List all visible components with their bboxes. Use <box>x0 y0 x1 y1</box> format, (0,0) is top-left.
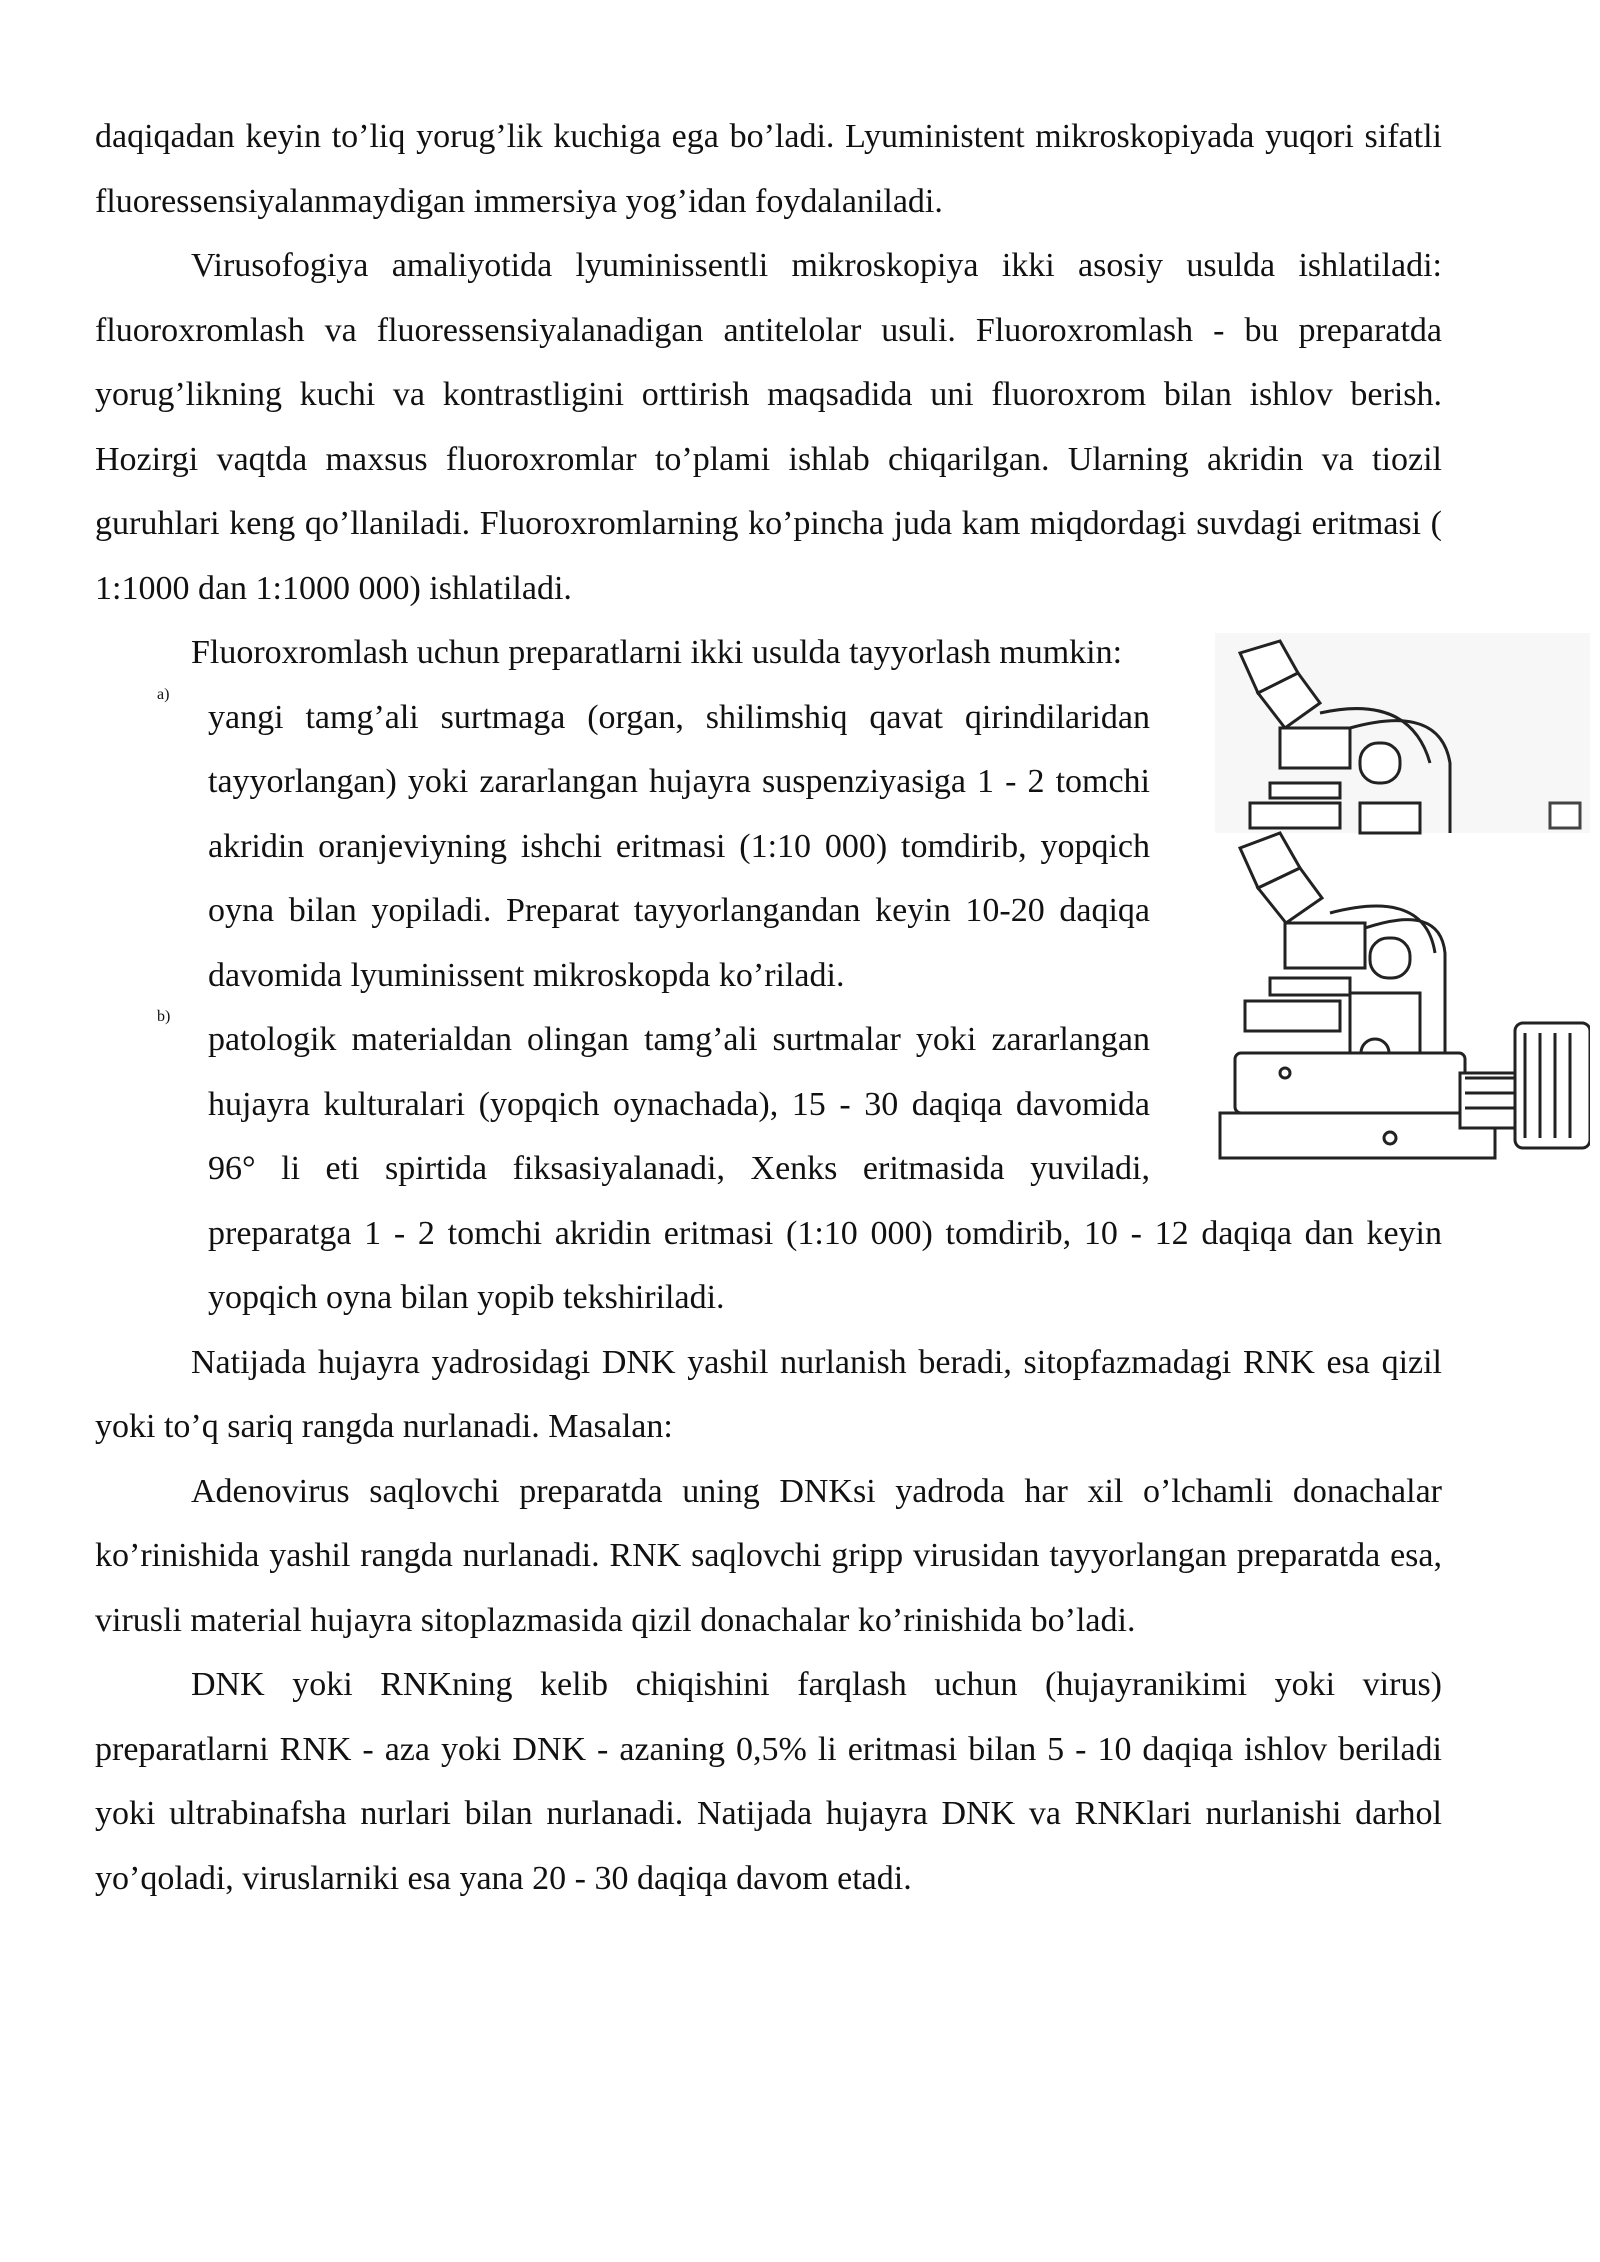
paragraph-3: Fluoroxromlash uchun preparatlarni ikki usulda tayyorlash mumkin: <box>191 634 1123 671</box>
list-marker: a) <box>157 685 170 703</box>
list-item-text: patologik materialdan olingan tamg’ali surtmalar yoki zararlangan hujayra kulturalari (yopqich oynachada), 15 - 30 daqiqa davomida 96° li eti spirtida fiksasiyalanadi, Xenks eritmasida yuviladi, preparatga 1 - 2 tomchi akridin eritmasi (1:10 000) tomdirib, 10 - 12 daqiqa dan keyin yopqich oyna bilan yopib tekshiriladi. <box>208 1021 1442 1316</box>
list-item-text: yangi tamg’ali surtmaga (organ, shilimshiq qavat qirindilaridan tayyorlangan) yoki zararlangan hujayra suspenziyasiga 1 - 2 tomchi akridin oranjeviyning ishchi eritmasi (1:10 000) tomdirib, yopqich oyna bilan yopiladi. Preparat tayyorlangandan keyin 10-20 daqiqa davomida lyuminissent mikroskopda ko’riladi. <box>208 698 1150 994</box>
document-page <box>95 105 1442 1911</box>
list-item-a <box>95 686 1442 1009</box>
preparation-methods-list <box>95 686 1442 1331</box>
paragraph-2: Virusofogiya amaliyotida lyuminissentli mikroskopiya ikki asosiy usulda ishlatiladi: fluoroxromlash va fluoressensiyalanadigan antitelolar usuli. Fluoroxromlash - bu preparatda yorug’likning kuchi va kontrastligini orttirish maqsadida uni fluoroxrom bilan ishlov berish. Hozirgi vaqtda maxsus fluoroxromlar to’plami ishlab chiqarilgan. Ularning akridin va tiozil guruhlari keng qo’llaniladi. Fluoroxromlarning ko’pincha juda kam miqdordagi suvdagi eritmasi ( 1:1000 dan 1:1000 000) ishlatiladi. <box>95 247 1442 607</box>
paragraph-1: daqiqadan keyin to’liq yorug’lik kuchiga ega bo’ladi. Lyuministent mikroskopiyada yuqori sifatli fluoressensiyalanmaydigan immersiya yog’idan foydalaniladi. <box>95 118 1442 220</box>
paragraph-5: Adenovirus saqlovchi preparatda uning DNKsi yadroda har xil o’lchamli donachalar ko’rinishida yashil rangda nurlanadi. RNK saqlovchi gripp virusidan tayyorlangan preparatda esa, virusli material hujayra sitoplazmasida qizil donachalar ko’rinishida bo’ladi. <box>95 1472 1442 1639</box>
paragraph-6: DNK yoki RNKning kelib chiqishini farqlash uchun (hujayranikimi yoki virus) preparatlarni RNK - aza yoki DNK - azaning 0,5% li eritmasi bilan 5 - 10 daqiqa ishlov beriladi yoki ultrabinafsha nurlari bilan nurlanadi. Natijada hujayra DNK va RNKlari nurlanishi darhol yo’qoladi, viruslarniki esa yana 20 - 30 daqiqa davom etadi. <box>95 1666 1442 1897</box>
paragraph-4: Natijada hujayra yadrosidagi DNK yashil nurlanish beradi, sitopfazmadagi RNK esa qizil yoki to’q sariq rangda nurlanadi. Masalan: <box>95 1343 1442 1445</box>
list-marker: b) <box>157 1008 171 1025</box>
list-item-b <box>95 1008 1442 1331</box>
